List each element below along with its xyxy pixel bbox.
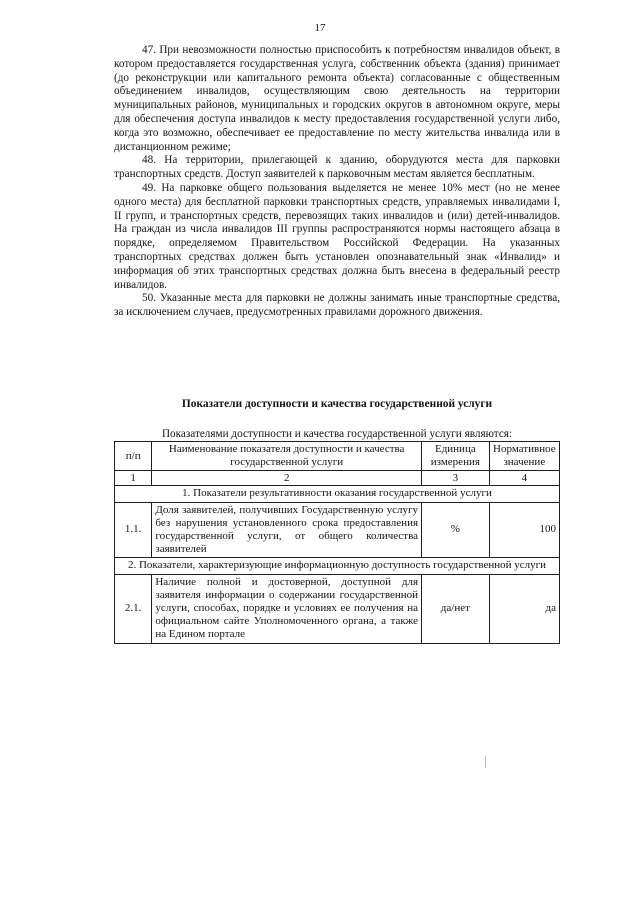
row-indicator-name: Наличие полной и достоверной, доступной для заявителя информации о содержании государственной услуги, способах, порядке и условиях ее получения на официальном сайте Уполномоченного органа, а также на Едином портале — [152, 574, 422, 643]
group-title: 2. Показатели, характеризующие информационную доступность государственной услуги — [115, 558, 560, 574]
row-number: 2.1. — [115, 574, 152, 643]
body-text — [114, 44, 560, 320]
group-row — [115, 558, 560, 574]
row-number: 1.1. — [115, 502, 152, 558]
table-header-row — [115, 442, 560, 471]
header-norm: Нормативное значение — [489, 442, 559, 471]
section-heading: Показатели доступности и качества государственной услуги — [181, 398, 493, 410]
column-number: 1 — [115, 471, 152, 486]
indicators-table — [114, 441, 560, 644]
paragraph-48: 48. На территории, прилегающей к зданию, оборудуются места для парковки транспортных средств. Доступ заявителей к парковочным местам является бесплатным. — [114, 154, 560, 181]
header-unit: Единица измерения — [422, 442, 490, 471]
header-indicator-name: Наименование показателя доступности и качества государственной услуги — [152, 442, 422, 471]
row-norm-value: да — [489, 574, 559, 643]
group-row — [115, 486, 560, 502]
paragraph-47: 47. При невозможности полностью приспособить к потребностям инвалидов объект, в котором предоставляется государственная услуга, собственник объекта (здания) принимает (до реконструкции или капитального ремонта объекта) согласованные с общественным объединением инвалидов, осуществляющим свою деятельность на территории муниципальных районов, муниципальных и городских округов в автономном округе, меры для обеспечения доступа инвалидов к месту предоставления государственной услуги либо, когда это возможно, обеспечивает ее предоставление по месту жительства инвалида или в дистанционном режиме; — [114, 44, 560, 153]
row-unit: да/нет — [422, 574, 490, 643]
row-unit: % — [422, 502, 490, 558]
page-number: 17 — [314, 22, 326, 34]
table-intro: Показателями доступности и качества государственной услуги являются: — [161, 428, 513, 440]
scan-mark — [485, 756, 486, 768]
group-title: 1. Показатели результативности оказания государственной услуги — [115, 486, 560, 502]
paragraph-50: 50. Указанные места для парковки не должны занимать иные транспортные средства, за исключением случаев, предусмотренных правилами дорожного движения. — [114, 292, 560, 319]
column-number: 2 — [152, 471, 422, 486]
column-number: 4 — [489, 471, 559, 486]
row-norm-value: 100 — [489, 502, 559, 558]
row-indicator-name: Доля заявителей, получивших Государственную услугу без нарушения установленного срока предоставления государственной услуги, от общего количества заявителей — [152, 502, 422, 558]
table-row — [115, 502, 560, 558]
column-numbers-row — [115, 471, 560, 486]
header-num: п/п — [115, 442, 152, 471]
table-row — [115, 574, 560, 643]
paragraph-49: 49. На парковке общего пользования выделяется не менее 10% мест (но не менее одного места) для бесплатной парковки транспортных средств, управляемых инвалидами I, II групп, и транспортных средств, перевозящих таких инвалидов и (или) детей-инвалидов. На граждан из числа инвалидов III группы распространяются нормы настоящего абзаца в порядке, определяемом Правительством Российской Федерации. На указанных транспортных средствах должен быть установлен опознавательный знак «Инвалид» и информация об этих транспортных средствах должна быть внесена в федеральный реестр инвалидов. — [114, 181, 560, 291]
column-number: 3 — [422, 471, 490, 486]
